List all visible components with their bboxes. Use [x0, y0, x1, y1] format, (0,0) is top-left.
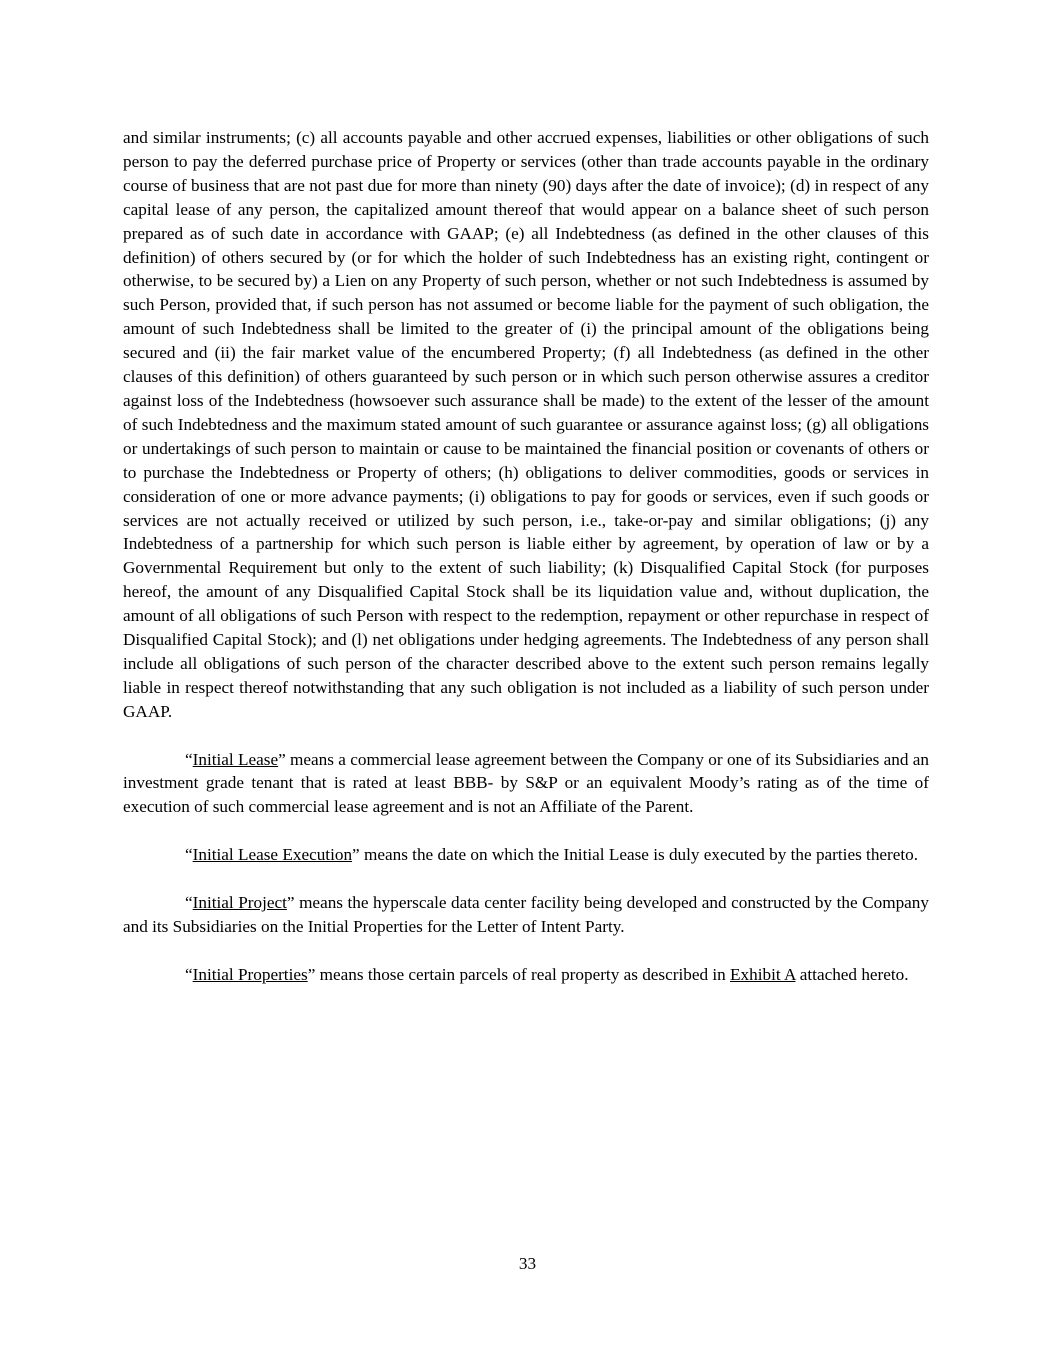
- page-content: [123, 126, 929, 987]
- defined-term-initial-project: Initial Project: [192, 892, 287, 912]
- defined-term-initial-lease-execution: Initial Lease Execution: [192, 845, 353, 865]
- definition-paragraph-initial-project: [123, 891, 929, 939]
- page-number: 33: [518, 1254, 537, 1273]
- defined-term-initial-properties: Initial Properties: [192, 964, 308, 984]
- exhibit-a-reference: Exhibit A: [730, 964, 796, 984]
- open-quote: “: [185, 892, 193, 912]
- definition-text-initial-project: ” means the hyperscale data center facility being developed and constructed by the Company and its Subsidiaries on the Initial Properties for the Letter of Intent Party.: [123, 892, 929, 936]
- body-paragraph-indebtedness-definition: and similar instruments; (c) all accounts payable and other accrued expenses, liabilities or other obligations of such person to pay the deferred purchase price of Property or services (other than trade accounts payable in the ordinary course of business that are not past due for more than ninety (90) days after the date of invoice); (d) in respect of any capital lease of any person, the capitalized amount thereof that would appear on a balance sheet of such person prepared as of such date in accordance with GAAP; (e) all Indebtedness (as defined in the other clauses of this definition) of others secured by (or for which the holder of such Indebtedness has an existing right, contingent or otherwise, to be secured by) a Lien on any Property of such person, whether or not such Indebtedness is assumed by such Person, provided that, if such person has not assumed or become liable for the payment of such obligation, the amount of such Indebtedness shall be limited to the greater of (i) the principal amount of the obligations being secured and (ii) the fair market value of the encumbered Property; (f) all Indebtedness (as defined in the other clauses of this definition) of others guaranteed by such person or in which such person otherwise assures a creditor against loss of the Indebtedness (howsoever such assurance shall be made) to the extent of the lesser of the amount of such Indebtedness and the maximum stated amount of such guarantee or assurance against loss; (g) all obligations or undertakings of such person to maintain or cause to be maintained the financial position or covenants of others or to purchase the Indebtedness or Property of others; (h) obligations to deliver commodities, goods or services in consideration of one or more advance payments; (i) obligations to pay for goods or services, even if such goods or services are not actually received or utilized by such person, i.e., take-or-pay and similar obligations; (j) any Indebtedness of a partnership for which such person is liable either by agreement, by operation of law or by a Governmental Requirement but only to the extent of such liability; (k) Disqualified Capital Stock (for purposes hereof, the amount of any Disqualified Capital Stock shall be its liquidation value and, without duplication, the amount of all obligations of such Person with respect to the redemption, repayment or other repurchase in respect of Disqualified Capital Stock); and (l) net obligations under hedging agreements. The Indebtedness of any person shall include all obligations of such person of the character described above to the extent such person remains legally liable in respect thereof notwithstanding that any such obligation is not included as a liability of such person under GAAP.: [123, 128, 929, 721]
- open-quote: “: [185, 845, 193, 865]
- open-quote: “: [185, 964, 193, 984]
- open-quote: “: [185, 749, 193, 769]
- definition-text-initial-lease: ” means a commercial lease agreement between the Company or one of its Subsidiaries and an investment grade tenant that is rated at least BBB- by S&P or an equivalent Moody’s rating as of the time of execution of such commercial lease agreement and is not an Affiliate of the Parent.: [123, 749, 929, 817]
- definition-text-initial-properties: ” means those certain parcels of real property as described in: [307, 964, 731, 984]
- defined-term-initial-lease: Initial Lease: [192, 749, 279, 769]
- definition-paragraph-initial-properties: [123, 963, 929, 987]
- definition-text-initial-properties-end: attached hereto.: [795, 964, 909, 984]
- definition-paragraph-initial-lease: [123, 748, 929, 820]
- definition-paragraph-initial-lease-execution: [123, 843, 929, 867]
- definition-text-initial-lease-execution: ” means the date on which the Initial Lease is duly executed by the parties thereto.: [352, 845, 919, 865]
